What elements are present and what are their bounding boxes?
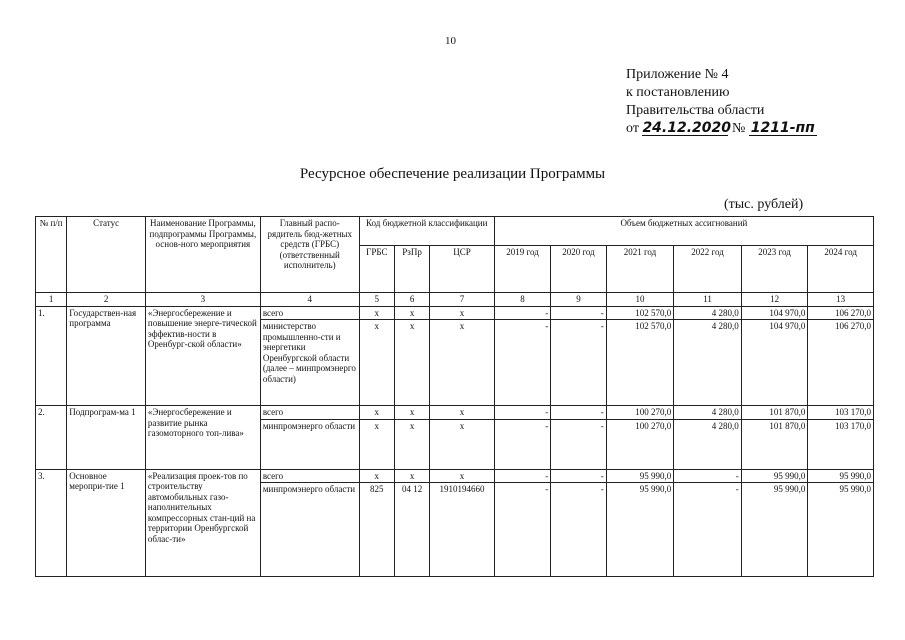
header-year-2019: 2019 год: [494, 246, 550, 293]
row-2023: 104 970,0: [741, 320, 808, 406]
row-2023: 104 970,0: [741, 306, 808, 320]
row-num: 1.: [36, 306, 67, 406]
row-2021: 95 990,0: [606, 469, 674, 483]
table-row: [36, 469, 874, 483]
row-grbs-main: всего: [260, 306, 359, 320]
row-grbs-main: всего: [260, 406, 359, 420]
document-title: Ресурсное обеспечение реализации Программы: [299, 166, 606, 182]
row-2020: -: [551, 419, 606, 469]
row-grbs: х: [359, 406, 394, 420]
row-2022: 4 280,0: [674, 406, 742, 420]
row-2019: -: [494, 419, 550, 469]
header-year-2023: 2023 год: [741, 246, 808, 293]
row-2024: 95 990,0: [808, 483, 874, 577]
number-prefix: №: [731, 121, 746, 136]
row-2024: 103 170,0: [808, 406, 874, 420]
row-2020: -: [551, 483, 606, 577]
header-year-2022: 2022 год: [674, 246, 742, 293]
row-2021: 95 990,0: [606, 483, 674, 577]
units-label: (тыс. рублей): [724, 197, 804, 212]
header-kbk: Код бюджетной классификации: [359, 217, 494, 246]
table-row: [36, 406, 874, 420]
header-year-2020: 2020 год: [551, 246, 606, 293]
row-csr: х: [430, 406, 495, 420]
row-status: Государствен-ная программа: [67, 306, 146, 406]
row-grbs-main: министерство промышленно-сти и энергетики Оренбургской области (далее – минпромэнерго области): [260, 320, 359, 406]
handwritten-number: 1211-пп: [750, 120, 815, 136]
row-status: Основное меропри-тие 1: [67, 469, 146, 577]
row-2022: 4 280,0: [674, 306, 742, 320]
row-2023: 101 870,0: [741, 406, 808, 420]
header-name: Наименование Программы, подпрограммы Программы, основ-ного мероприятия: [145, 217, 260, 293]
header-grbs-main: Главный распо-рядитель бюд-жетных средств (ГРБС) (ответственный исполнитель): [260, 217, 359, 293]
col-index: 4: [260, 293, 359, 307]
col-index: 1: [36, 293, 67, 307]
row-2024: 103 170,0: [808, 419, 874, 469]
row-grbs-main: минпромэнерго области: [260, 419, 359, 469]
row-2022: -: [674, 483, 742, 577]
col-index: 8: [494, 293, 550, 307]
resource-table: [35, 216, 874, 577]
row-status: Подпрограм-ма 1: [67, 406, 146, 470]
row-grbs: 825: [359, 483, 394, 577]
header-year-2021: 2021 год: [606, 246, 674, 293]
row-csr: х: [430, 469, 495, 483]
col-index: 3: [145, 293, 260, 307]
handwritten-date: 24.12.2020: [642, 120, 732, 136]
row-2023: 101 870,0: [741, 419, 808, 469]
col-index: 13: [808, 293, 874, 307]
col-index: 10: [606, 293, 674, 307]
appendix-line-1: Приложение № 4: [626, 67, 729, 82]
row-grbs: х: [359, 419, 394, 469]
appendix-line-3: Правительства области: [626, 103, 765, 118]
col-index: 5: [359, 293, 394, 307]
row-2024: 95 990,0: [808, 469, 874, 483]
header-grbs: ГРБС: [359, 246, 394, 293]
row-rzpr: х: [394, 320, 429, 406]
row-2019: -: [494, 483, 550, 577]
row-2020: -: [551, 320, 606, 406]
row-2021: 100 270,0: [606, 406, 674, 420]
col-index: 6: [394, 293, 429, 307]
row-num: 2.: [36, 406, 67, 470]
row-2019: -: [494, 469, 550, 483]
row-grbs: х: [359, 469, 394, 483]
row-name: «Энергосбережение и развитие рынка газомоторного топ-лива»: [145, 406, 260, 470]
row-2023: 95 990,0: [741, 469, 808, 483]
row-name: «Энергосбережение и повышение энерге-тической эффектив-ности в Оренбург-ской области»: [145, 306, 260, 406]
row-grbs-main: минпромэнерго области: [260, 483, 359, 577]
row-grbs: х: [359, 320, 394, 406]
row-grbs-main: всего: [260, 469, 359, 483]
row-2022: 4 280,0: [674, 419, 742, 469]
row-2019: -: [494, 406, 550, 420]
header-rzpr: РзПр: [394, 246, 429, 293]
col-index: 12: [741, 293, 808, 307]
header-volume: Объем бюджетных ассигнований: [494, 217, 873, 246]
appendix-header: [626, 66, 817, 138]
row-grbs: х: [359, 306, 394, 320]
col-index: 7: [430, 293, 495, 307]
header-num: № п/п: [36, 217, 67, 293]
row-csr: 1910194660: [430, 483, 495, 577]
header-status: Статус: [67, 217, 146, 293]
row-2023: 95 990,0: [741, 483, 808, 577]
header-csr: ЦСР: [430, 246, 495, 293]
col-index: 9: [551, 293, 606, 307]
row-rzpr: х: [394, 406, 429, 420]
row-rzpr: х: [394, 306, 429, 320]
row-2021: 102 570,0: [606, 320, 674, 406]
row-rzpr: х: [394, 469, 429, 483]
row-csr: х: [430, 419, 495, 469]
row-rzpr: х: [394, 419, 429, 469]
page-number: 10: [445, 35, 456, 47]
row-csr: х: [430, 320, 495, 406]
row-2021: 100 270,0: [606, 419, 674, 469]
appendix-line-2: к постановлению: [626, 85, 730, 100]
row-2019: -: [494, 320, 550, 406]
row-2022: 4 280,0: [674, 320, 742, 406]
col-index: 2: [67, 293, 146, 307]
row-csr: х: [430, 306, 495, 320]
row-2019: -: [494, 306, 550, 320]
row-num: 3.: [36, 469, 67, 577]
row-2020: -: [551, 406, 606, 420]
row-2024: 106 270,0: [808, 306, 874, 320]
col-index: 11: [674, 293, 742, 307]
row-2020: -: [551, 306, 606, 320]
date-prefix: от: [626, 121, 639, 136]
row-2020: -: [551, 469, 606, 483]
appendix-date-line: [626, 120, 817, 138]
row-rzpr: 04 12: [394, 483, 429, 577]
header-year-2024: 2024 год: [808, 246, 874, 293]
row-2021: 102 570,0: [606, 306, 674, 320]
row-name: «Реализация проек-тов по строительству автомобильных газо-наполнительных компрессорных стан-ций на территории Оренбургской облас-ти»: [145, 469, 260, 577]
row-2022: -: [674, 469, 742, 483]
row-2024: 106 270,0: [808, 320, 874, 406]
table-row: [36, 306, 874, 320]
